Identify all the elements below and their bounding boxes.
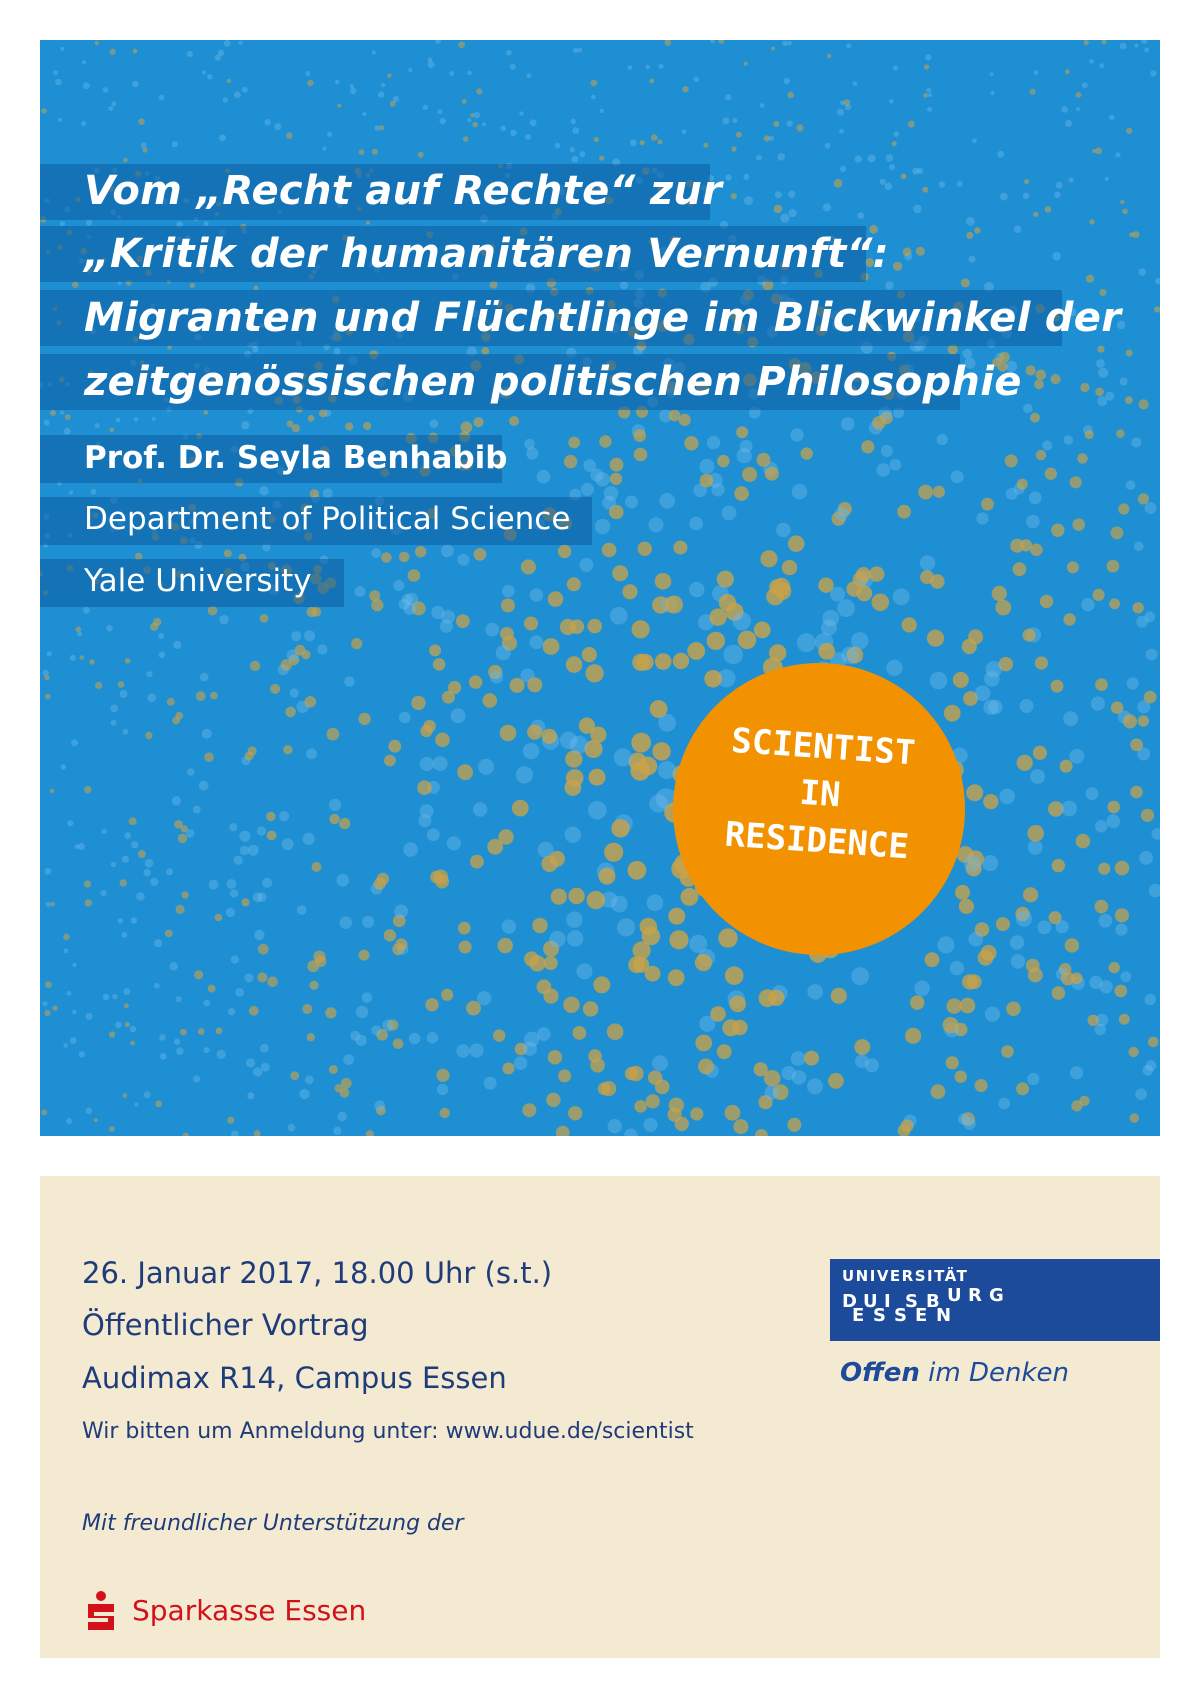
sparkasse-name: Sparkasse Essen xyxy=(132,1593,367,1627)
support-note: Mit freundlicher Unterstützung der xyxy=(82,1511,464,1536)
event-date-time: 26. Januar 2017, 18.00 Uhr (s.t.) xyxy=(82,1256,553,1290)
ude-logo-letter: G xyxy=(989,1285,1004,1306)
registration-note: Wir bitten um Anmeldung unter: www.udue.de/scientist xyxy=(82,1419,694,1444)
poster-hero xyxy=(40,40,1160,1136)
ude-claim-bold: Offen xyxy=(840,1358,920,1388)
ude-logo-letter: N xyxy=(936,1305,952,1326)
ude-logo-letter: E xyxy=(915,1305,928,1326)
ude-logo-letter: S xyxy=(873,1305,886,1326)
badge-line-1: SCIENTIST xyxy=(730,720,917,774)
sparkasse-s-icon xyxy=(82,1590,120,1630)
ude-logo-letter: U xyxy=(863,1291,878,1312)
event-location: Audimax R14, Campus Essen xyxy=(82,1361,507,1395)
ude-logo-line1: UNIVERSITÄT xyxy=(842,1267,969,1285)
event-type: Öffentlicher Vortrag xyxy=(82,1308,369,1342)
badge-line-2: IN xyxy=(798,772,842,816)
ude-logo-letter: E xyxy=(852,1305,865,1326)
title-line-3: Migranten und Flüchtlinge im Blickwinkel der xyxy=(84,295,1122,341)
scientist-in-residence-badge xyxy=(673,663,965,955)
speaker-name: Prof. Dr. Seyla Benhabib xyxy=(84,440,508,476)
ude-logo-letter: B xyxy=(926,1291,940,1312)
title-line-4: zeitgenössischen politischen Philosophie xyxy=(84,359,1022,405)
badge-line-3: RESIDENCE xyxy=(723,814,911,868)
ude-claim xyxy=(840,1358,1069,1388)
university-duisburg-essen-logo xyxy=(830,1259,1160,1341)
ude-claim-rest: im Denken xyxy=(919,1358,1070,1388)
ude-logo-letter: R xyxy=(968,1285,982,1306)
ude-logo-letter: D xyxy=(842,1291,857,1312)
department-name: Department of Political Science xyxy=(84,501,571,537)
ude-logo-letter: I xyxy=(884,1291,891,1312)
event-info-panel xyxy=(40,1176,1160,1658)
sparkasse-sponsor xyxy=(82,1590,366,1630)
ude-logo-letter: S xyxy=(894,1305,907,1326)
ude-logo-letter: U xyxy=(947,1285,962,1306)
ude-logo-letter: S xyxy=(905,1291,918,1312)
university-name: Yale University xyxy=(84,563,312,599)
title-line-2: „Kritik der humanitären Vernunft“: xyxy=(84,231,889,277)
title-line-1: Vom „Recht auf Rechte“ zur xyxy=(84,168,723,214)
